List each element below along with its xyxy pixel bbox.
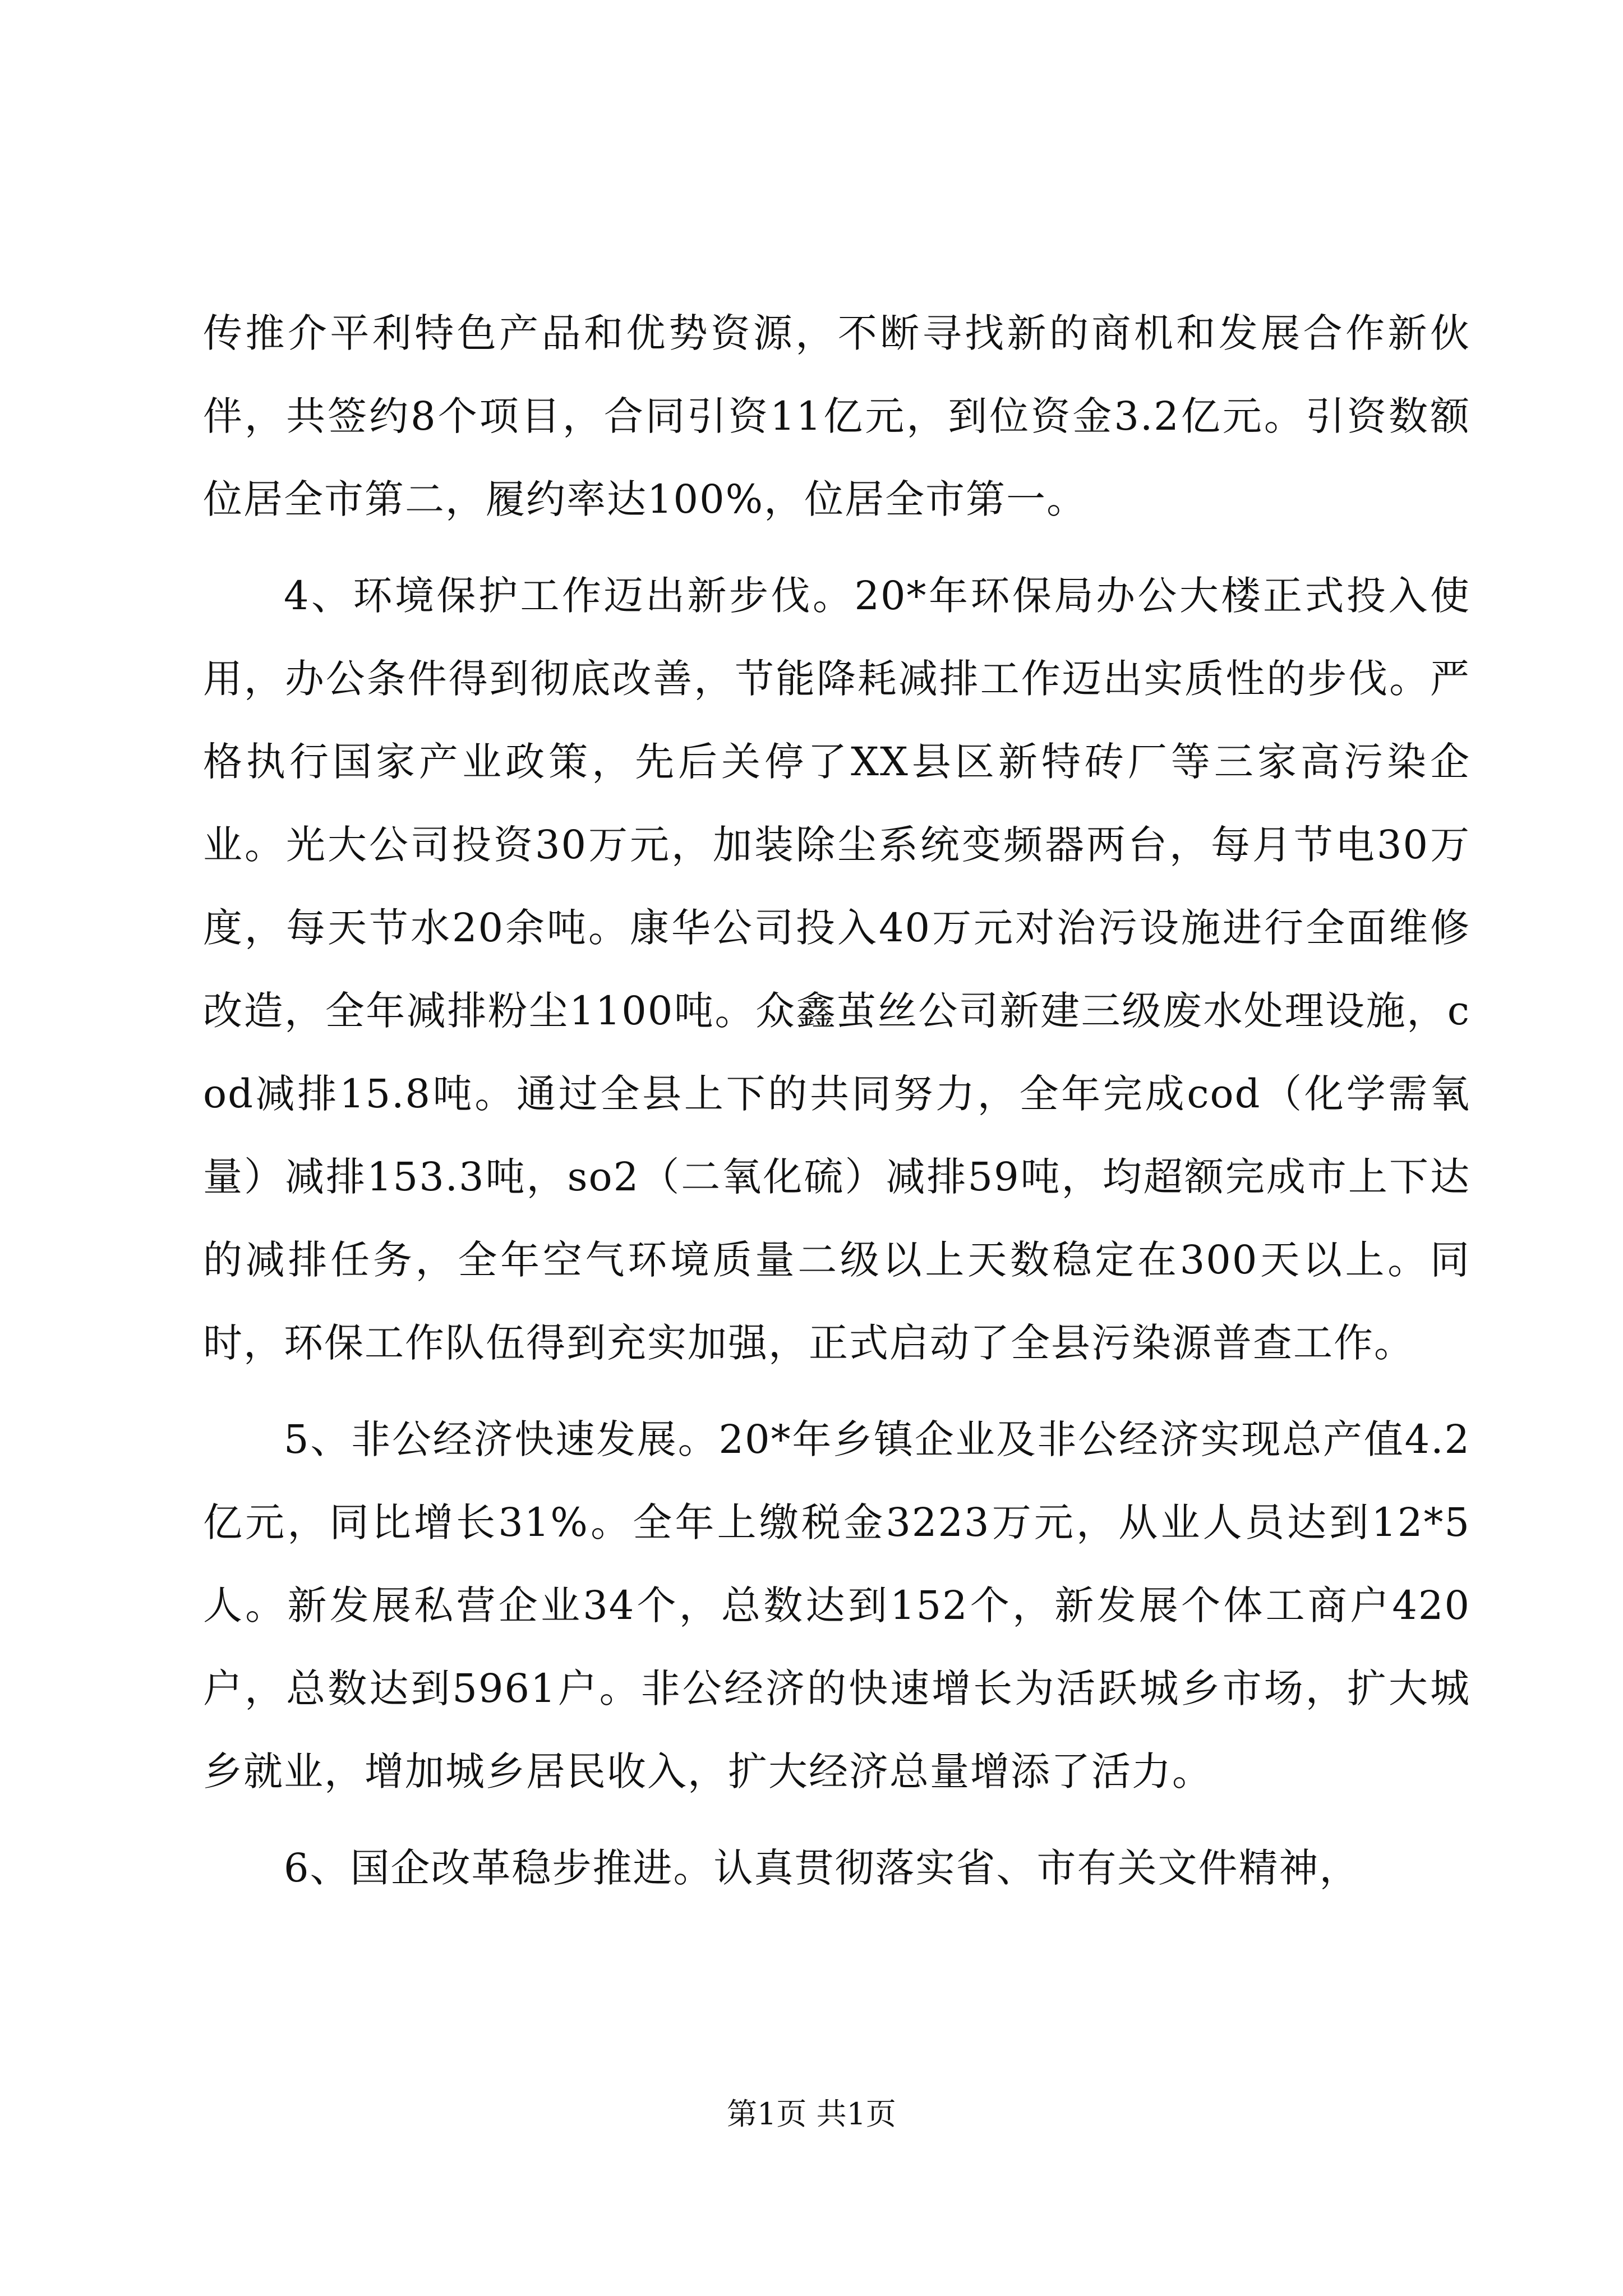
paragraph-non-public-economy: 5、非公经济快速发展。20*年乡镇企业及非公经济实现总产值4.2亿元，同比增长31%。全年上缴税金3223万元，从业人员达到12*5人。新发展私营企业34个，总数达到152个，新发展个体工商户420户，总数达到5961户。非公经济的快速增长为活跃城乡市场，扩大城乡就业，增加城乡居民收入，扩大经济总量增添了活力。: [203, 1416, 1470, 1795]
paragraph-soe-reform: 6、国企改革稳步推进。认真贯彻落实省、市有关文件精神，: [284, 1845, 1360, 1891]
page-number-footer: 第1页 共1页: [727, 2096, 896, 2132]
paragraph-investment-results: 传推介平利特色产品和优势资源，不断寻找新的商机和发展合作新伙伴，共签约8个项目，合同引资11亿元，到位资金3.2亿元。引资数额位居全市第二，履约率达100%，位居全市第一。: [203, 310, 1470, 522]
paragraph-environmental-protection: 4、环境保护工作迈出新步伐。20*年环保局办公大楼正式投入使用，办公条件得到彻底改善，节能降耗减排工作迈出实质性的步伐。严格执行国家产业政策，先后关停了XX县区新特砖厂等三家高污染企业。光大公司投资30万元，加装除尘系统变频器两台，每月节电30万度，每天节水20余吨。康华公司投入40万元对治污设施进行全面维修改造，全年减排粉尘1100吨。众鑫茧丝公司新建三级废水处理设施，cod减排15.8吨。通过全县上下的共同努力，全年完成cod（化学需氧量）减排153.3吨，so2（二氧化硫）减排59吨，均超额完成市上下达的减排任务，全年空气环境质量二级以上天数稳定在300天以上。同时，环保工作队伍得到充实加强，正式启动了全县污染源普查工作。: [203, 573, 1470, 1366]
document-body: [203, 292, 1470, 1910]
